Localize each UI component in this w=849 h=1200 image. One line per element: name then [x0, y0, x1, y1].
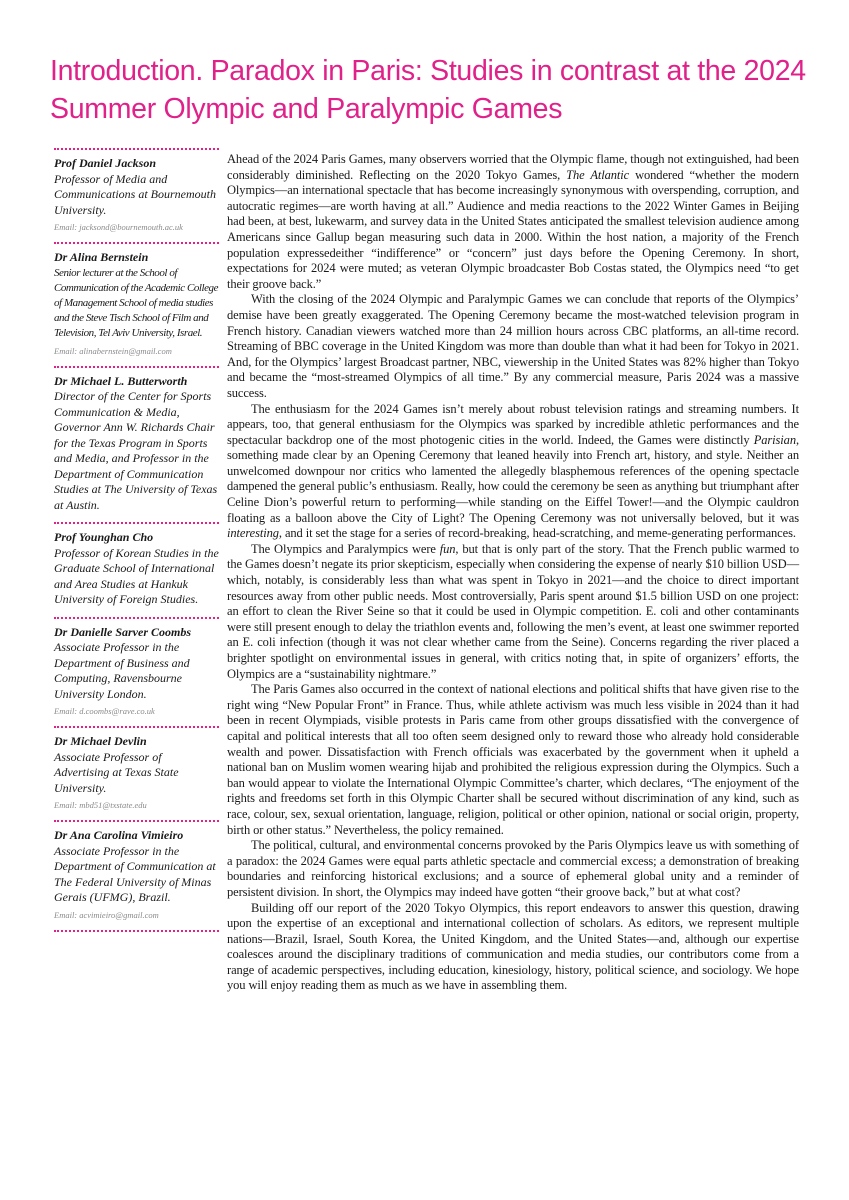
author-entry: [54, 148, 219, 242]
author-name: Dr Michael Devlin: [54, 734, 147, 749]
paragraph: [227, 542, 799, 682]
author-email[interactable]: Email: d.coombs@rave.co.uk: [54, 706, 155, 717]
author-entry: [54, 242, 219, 366]
author-sidebar: [54, 148, 219, 932]
author-name: Prof Younghan Cho: [54, 530, 154, 545]
author-entry: [54, 522, 219, 617]
author-affiliation: Professor of Korean Studies in the Graduate School of International and Area Studies at Hankuk University of Foreign Studies.: [54, 545, 219, 607]
author-affiliation: Director of the Center for Sports Communication & Media, Governor Ann W. Richards Chair for the Texas Program in Sports and Media, and Professor in the Department of Communication Studies at The University of Texas at Austin.: [54, 389, 218, 512]
author-affiliation: Associate Professor in the Department of Business and Computing, Ravensbourne University London.: [54, 640, 190, 701]
author-name: Dr Michael L. Butterworth: [54, 373, 188, 388]
author-affiliation: Senior lecturer at the School of Communication of the Academic College of Management School of media studies and the Steve Tisch School of Film and Television, Tel Aviv University, Israel.: [54, 266, 219, 340]
article-body: [227, 152, 799, 994]
author-entry: [54, 820, 219, 930]
author-name: Dr Danielle Sarver Coombs: [54, 624, 192, 639]
author-name: Prof Daniel Jackson: [54, 156, 156, 170]
text-run: , and it set the stage for a series of record-breaking, head-scratching, and meme-generating performances.: [278, 526, 796, 541]
text-run: Ahead of the 2024 Paris Games, many observers worried that the Olympic flame, though not extinguished, had been considerably diminished. Reflecting on the 2020 Tokyo Games,: [227, 152, 799, 182]
paragraph: The political, cultural, and environmental concerns provoked by the Paris Olympics leave us with something of a paradox: the 2024 Games were equal parts athletic spectacle and commercial excess; a demonstration of breaking boundaries and reinforcing historical exclusions; and a source of ephemeral global unity and a reminder of persistent division. In short, the Olympics may indeed have gotten “their groove back,” but at what cost?: [227, 838, 799, 899]
sidebar-divider: [54, 930, 219, 932]
paragraph: With the closing of the 2024 Olympic and Paralympic Games we can conclude that reports of the Olympics’ demise have been greatly exaggerated. The Opening Ceremony became the most-watched television program in French history. Canadian viewers watched more than 24 million hours across CBC platforms, an all-time record. Streaming of BBC coverage in the United Kingdom was more than double than what it had been for Tokyo in 2021. And, for the Olympics’ largest Broadcast partner, NBC, viewership in the United States was 82% higher than Tokyo and became the “most-streamed Olympics of all time.” By any commercial measure, Paris 2024 was a massive success.: [227, 292, 799, 400]
paragraph: [227, 402, 799, 542]
text-run: , something made clear by an Opening Ceremony that leaned heavily into French art, history, and style. Neither an unwelcomed downpour nor critics who lamented the allegedly blasphemous references of the opening spectacle dampened the general public’s enthusiasm. Really, how could the ceremony be seen as anything but triumphant after Celine Dion’s powerful return to performing—while standing on the Eiffel Tower!—and the Olympic cauldron floating as a balloon above the City of Light? The Opening Ceremony was not universally beloved, but it was: [227, 432, 799, 525]
text-run: wondered “whether the modern Olympics—an international spectacle that has become increasingly synonymous with overspending, corruption, and autocratic regimes—are worth having at all.” Audience and media reactions to the 2022 Winter Games in Beijing had been, at best, lukewarm, and survey data in the United States anticipated the smallest television audience among Americans since Gallup began measuring such data in 2000. Within the host nation, a majority of the French population expressedeither “indifference” or “concern” just days before the Opening Ceremony. In short, expectations for 2024 were muted; as veteran Olympic broadcaster Bob Costas stated, the Olympics need “to get their groove back.”: [227, 167, 799, 291]
author-entry: [54, 366, 219, 523]
author-email[interactable]: Email: acvimieiro@gmail.com: [54, 909, 159, 920]
emphasis: interesting: [227, 526, 279, 541]
paragraph: The Paris Games also occurred in the context of national elections and political shifts that have given rise to the right wing “New Popular Front” in France. Thus, while athlete activism was much less visible in 2024 than it had been in recent Olympiads, visible protests in Paris came from other groups dissatisfied with the convergence of capital and political interests that all too often seem designed only to reward those who already hold considerable wealth and power. Dissatisfaction with French officials was exacerbated by the government when it upheld a national ban on Muslim women wearing hijab and prohibited the religious expression during the Olympics. Such a ban would appear to violate the International Olympic Committee’s charter, which declares, “The enjoyment of the rights and freedoms set forth in this Olympic Charter shall be secured without discrimination of any kind, such as race, colour, sex, sexual orientation, language, religion, political or other opinion, national or social origin, property, birth or other status.” Nevertheless, the policy remained.: [227, 682, 799, 837]
text-run: The Olympics and Paralympics were: [251, 541, 440, 556]
author-name: Dr Alina Bernstein: [54, 250, 149, 264]
author-email[interactable]: Email: jacksond@bournemouth.ac.uk: [54, 222, 183, 232]
page-title: Introduction. Paradox in Paris: Studies in contrast at the 2024 Summer Olympic and Paralympic Games: [50, 55, 806, 125]
text-run: , but that is only part of the story. That the French public warmed to the Games doesn’t negate its prior skepticism, especially when considering the expense of nearly $10 billion USD—which, notably, is considerably less than what was spent in Tokyo in 2021—and the choice to direct important resources away from other public needs. Most controversially, Paris spent around $1.5 billion USD on one project: an effort to clean the River Seine so that it could be used in Olympic competition. E. coli and other contaminants were still present enough to delay the triathlon events and, following the men’s event, at least one swimmer reported an E. coli infection (though it was not clear whether came from the Seine). Concerns regarding the river placed a brighter spotlight on environmental issues in general, with critics noting that, in spite of organizers’ efforts, the Olympics are a “sustainability nightmare.”: [227, 541, 800, 681]
author-name: Dr Ana Carolina Vimieiro: [54, 828, 184, 843]
author-email[interactable]: Email: mbd51@txstate.edu: [54, 800, 147, 811]
paragraph: Building off our report of the 2020 Tokyo Olympics, this report endeavors to answer this question, drawing upon the expertise of an exceptional and international collection of scholars. As editors, we represent multiple nations—Brazil, Israel, South Korea, the United Kingdom, and the United States—and, although our expertise coalesces around the disciplinary traditions of communication and media studies, our contributors come from a range of academic perspectives, including education, kinesiology, history, political science, and sociology. We hope you will enjoy reading them as much as we have in assembling them.: [227, 900, 799, 993]
text-run: The enthusiasm for the 2024 Games isn’t merely about robust television ratings and streaming numbers. It appears, too, that general enthusiasm for the Olympics was sparked by incredible athletic performances and the spectacular backdrop one of the most photogenic cities in the world. Indeed, the Games were distinctly: [227, 401, 799, 447]
publication-title: The Atlantic: [566, 167, 630, 182]
author-affiliation: Associate Professor in the Department of Communication at The Federal University of Minas Gerais (UFMG), Brazil.: [54, 843, 216, 905]
emphasis: fun: [439, 541, 456, 556]
emphasis: Parisian: [753, 432, 796, 447]
paragraph: [227, 152, 799, 292]
author-affiliation: Associate Professor of Advertising at Texas State University.: [54, 749, 179, 795]
author-entry: [54, 617, 219, 727]
author-entry: [54, 726, 219, 820]
author-affiliation: Professor of Media and Communications at Bournemouth University.: [54, 171, 216, 217]
author-email[interactable]: Email: alinabernstein@gmail.com: [54, 345, 172, 356]
